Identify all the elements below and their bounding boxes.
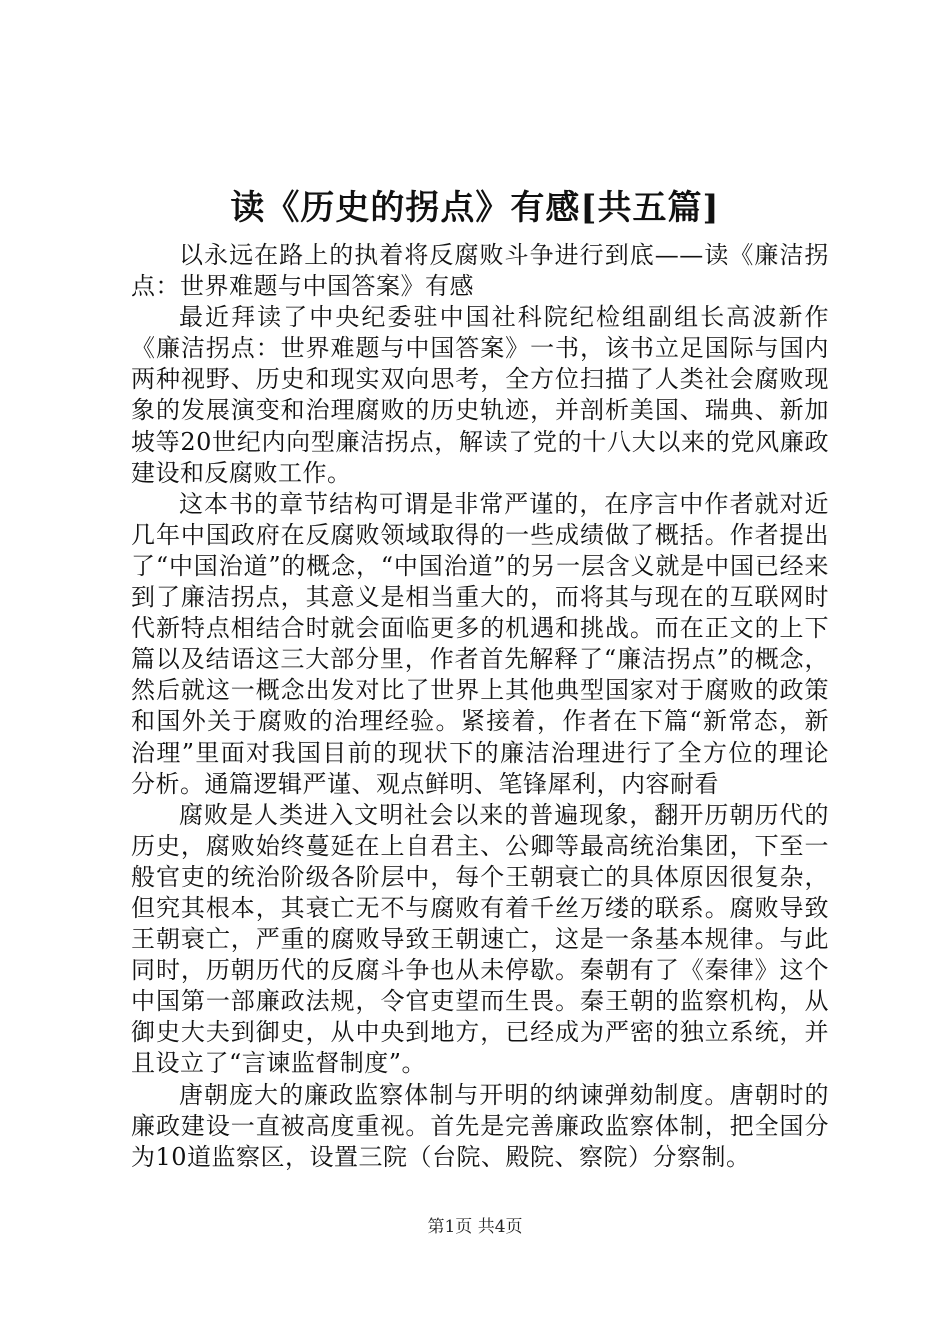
paragraph-structure: 这本书的章节结构可谓是非常严谨的，在序言中作者就对近几年中国政府在反腐败领域取得的一些成绩做了概括。作者提出了“中国治道”的概念，“中国治道”的另一层含义就是中国已经来到了廉洁拐点，其意义是相当重大的，而将其与现在的互联网时代新特点相结合时就会面临更多的机遇和挑战。而在正文的上下篇以及结语这三大部分里，作者首先解释了“廉洁拐点”的概念，然后就这一概念出发对比了世界上其他典型国家对于腐败的政策和国外关于腐败的治理经验。紧接着，作者在下篇“新常态，新治理”里面对我国目前的现状下的廉洁治理进行了全方位的理论分析。通篇逻辑严谨、观点鲜明、笔锋犀利，内容耐看 — [131, 489, 829, 798]
document-body — [131, 240, 829, 1173]
page-number-footer: 第1页 共4页 — [427, 1217, 523, 1237]
paragraph-subtitle: 以永远在路上的执着将反腐败斗争进行到底——读《廉洁拐点：世界难题与中国答案》有感 — [131, 241, 829, 301]
paragraph-intro: 最近拜读了中央纪委驻中国社科院纪检组副组长高波新作《廉洁拐点：世界难题与中国答案》一书，该书立足国际与国内两种视野、历史和现实双向思考，全方位扫描了人类社会腐败现象的发展演变和治理腐败的历史轨迹，并剖析美国、瑞典、新加坡等20世纪内向型廉洁拐点，解读了党的十八大以来的党风廉政建设和反腐败工作。 — [131, 303, 829, 487]
paragraph-history: 腐败是人类进入文明社会以来的普遍现象，翻开历朝历代的历史，腐败始终蔓延在上自君主、公卿等最高统治集团，下至一般官吏的统治阶级各阶层中，每个王朝衰亡的具体原因很复杂，但究其根本，其衰亡无不与腐败有着千丝万缕的联系。腐败导致王朝衰亡，严重的腐败导致王朝速亡，这是一条基本规律。与此同时，历朝历代的反腐斗争也从未停歇。秦朝有了《秦律》这个中国第一部廉政法规，令官吏望而生畏。秦王朝的监察机构，从御史大夫到御史，从中央到地方，已经成为严密的独立系统，并且设立了“言谏监督制度”。 — [131, 800, 829, 1078]
document-title: 读《历史的拐点》有感[共五篇] — [230, 188, 720, 228]
paragraph-tang: 唐朝庞大的廉政监察体制与开明的纳谏弹劾制度。唐朝时的廉政建设一直被高度重视。首先是完善廉政监察体制，把全国分为10道监察区，设置三院（台院、殿院、察院）分察制。 — [131, 1080, 829, 1171]
